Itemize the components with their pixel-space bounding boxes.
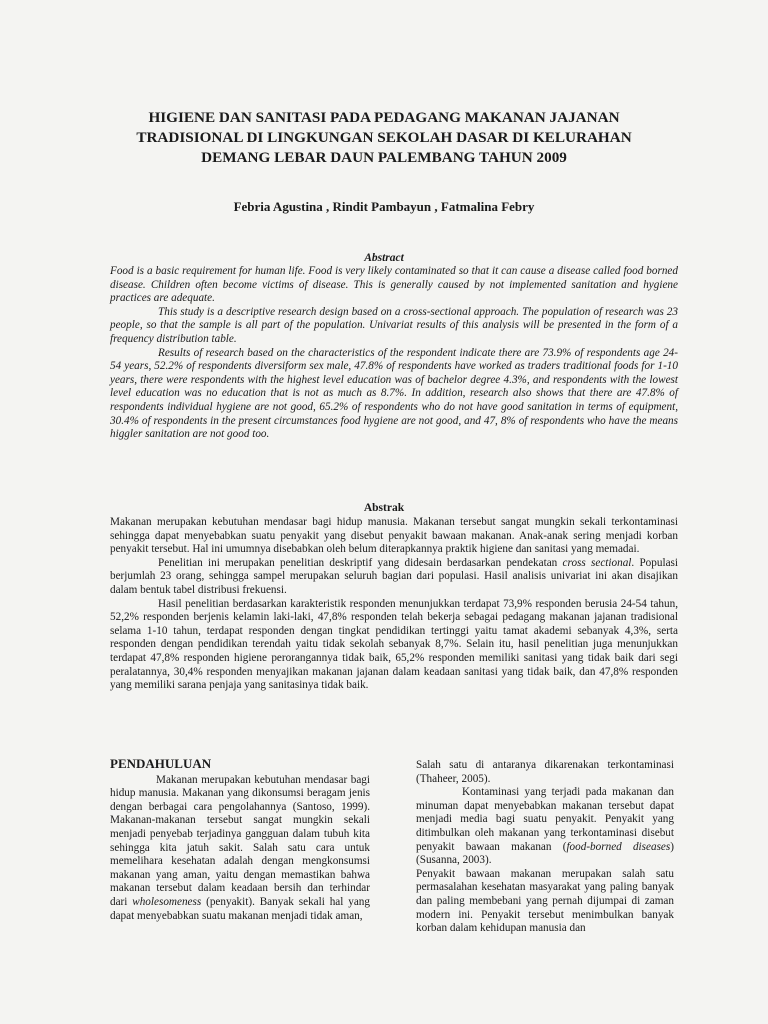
intro-paragraph-4: Penyakit bawaan makanan merupakan salah satu permasalahan kesehatan masyarakat yang paling banyak dan paling membebani yang pernah dijumpai di zaman modern ini. Penyakit tersebut menimbulkan banyak korban dalam kehidupan manusia dan [416, 867, 674, 935]
intro-paragraph-2: Salah satu di antaranya dikarenakan terkontaminasi (Thaheer, 2005). [416, 759, 674, 785]
title-line-3: DEMANG LEBAR DAUN PALEMBANG TAHUN 2009 [201, 149, 567, 166]
paper-title [100, 108, 668, 168]
intro-p1-emphasis: wholesomeness [132, 895, 202, 908]
intro-paragraph-3 [416, 786, 674, 868]
abstrak-heading: Abstrak [363, 502, 405, 514]
intro-p1-text-b: (penyakit). Banyak sekali hal yang dapat menyebabkan suatu makanan menjadi tidak aman, [110, 895, 370, 922]
intro-p3-emphasis: food-borned diseases [566, 840, 671, 853]
abstrak-paragraph-2 [110, 557, 678, 598]
abstract-indonesian [110, 516, 678, 693]
abstract-heading: Abstract [364, 252, 404, 264]
abstrak-p2-text-a: Penelitian ini merupakan penelitian deskriptif yang didesain berdasarkan pendekatan [158, 556, 563, 569]
abstrak-paragraph-1: Makanan merupakan kebutuhan mendasar bagi hidup manusia. Makanan tersebut sangat mungkin sekali terkontaminasi sehingga dapat menyebabkan suatu penyakit yang disebut penyakit bawaan makanan. Anak-anak sering menjadi korban penyakit tersebut. Hal ini umumnya disebabkan oleh belum diterapkannya praktik higiene dan sanitasi yang memadai. [110, 516, 678, 556]
abstrak-paragraph-3: Hasil penelitian berdasarkan karakteristik responden menunjukkan terdapat 73,9% responden berusia 24-54 tahun, 52,2% responden berjenis kelamin laki-laki, 47,8% responden telah bekerja sebagai pedagang makanan jajanan tradisional selama 1-10 tahun, terdapat responden dengan tingkat pendidikan tertinggi yaitu tamat akademi sebanyak 4,3%, serta responden dengan pendidikan terendah yaitu tidak sekolah sebanyak 8,7%. Selain itu, hasil penelitian juga menunjukkan terdapat 47,8% responden higiene perorangannya tidak baik, 65,2% responden memiliki sanitasi yang tidak baik dari segi peralatannya, 30,4% responden menyajikan makanan jajanan dalam keadaan sanitasi yang tidak baik, dan 47,8% responden yang memiliki sarana penjaja yang sanitasinya tidak baik. [110, 597, 678, 692]
title-line-2: TRADISIONAL DI LINGKUNGAN SEKOLAH DASAR DI KELURAHAN [136, 129, 632, 146]
body-column-right [416, 759, 674, 936]
abstrak-p2-text-b: . Populasi berjumlah 23 orang, sehingga sampel merupakan seluruh bagian dari populasi. Hasil analisis univariat ini akan disajikan dalam bentuk tabel distribusi frekuensi. [110, 556, 678, 596]
intro-p3-text-a: Kontaminasi yang terjadi pada makanan dan minuman dapat menyebabkan makanan tersebut dapat menjadi media bagi suatu penyakit. Penyakit yang ditimbulkan oleh makanan yang terkontaminasi disebut penyakit bawaan makanan ( [416, 786, 674, 853]
author-list: Febria Agustina , Rindit Pambayun , Fatmalina Febry [233, 199, 535, 214]
title-line-1: HIGIENE DAN SANITASI PADA PEDAGANG MAKANAN JAJANAN [148, 109, 620, 126]
intro-p1-text-a: Makanan merupakan kebutuhan mendasar bagi hidup manusia. Makanan yang dikonsumsi beragam jenis dengan berbagai cara pengolahannya (Santoso, 1999). Makanan-makanan tersebut sangat mungkin sekali menjadi penyebab terjadinya gangguan dalam tubuh kita sehingga kita jatuh sakit. Salah satu cara untuk memelihara kesehatan adalah dengan mengkonsumsi makanan yang aman, yaitu dengan memastikan bahwa makanan tersebut dalam keadaan bersih dan terhindar dari [110, 773, 370, 908]
section-heading-pendahuluan: PENDAHULUAN [110, 756, 212, 771]
abstract-english [110, 265, 678, 442]
body-column-left [110, 757, 370, 923]
abstrak-p2-emphasis: cross sectional [562, 556, 632, 569]
abstract-paragraph-1: Food is a basic requirement for human life. Food is very likely contaminated so that it can cause a disease called food borned disease. Children often become victims of disease. This is generally caused by not implemented sanitation and hygiene practices are adequate. [110, 265, 678, 305]
intro-paragraph-1 [110, 774, 370, 924]
abstract-paragraph-3: Results of research based on the characteristics of the respondent indicate there are 73.9% of respondents age 24-54 years, 52.2% of respondents diversiform sex male, 47.8% of respondents have worked as traders traditional foods for 1-10 years, there were respondents with the highest level education was of bachelor degree 4.3%, and respondents with the lowest level education was no education that is not as much as 8.7%. In addition, research also shows that there are 47.8% of respondents individual hygiene are not good, 65.2% of respondents who do not have good sanitation in terms of equipment, 30.4% of respondents in the present circumstances food hygiene are not good, and 47, 8% of respondents who have the means higgler sanitation are not good too. [110, 346, 678, 441]
abstract-paragraph-2: This study is a descriptive research design based on a cross-sectional approach. The population of research was 23 people, so that the sample is all part of the population. Univariat results of this analysis will be presented in the form of a frequency distribution table. [110, 305, 678, 345]
intro-p3-text-b: ) (Susanna, 2003). [416, 840, 674, 867]
